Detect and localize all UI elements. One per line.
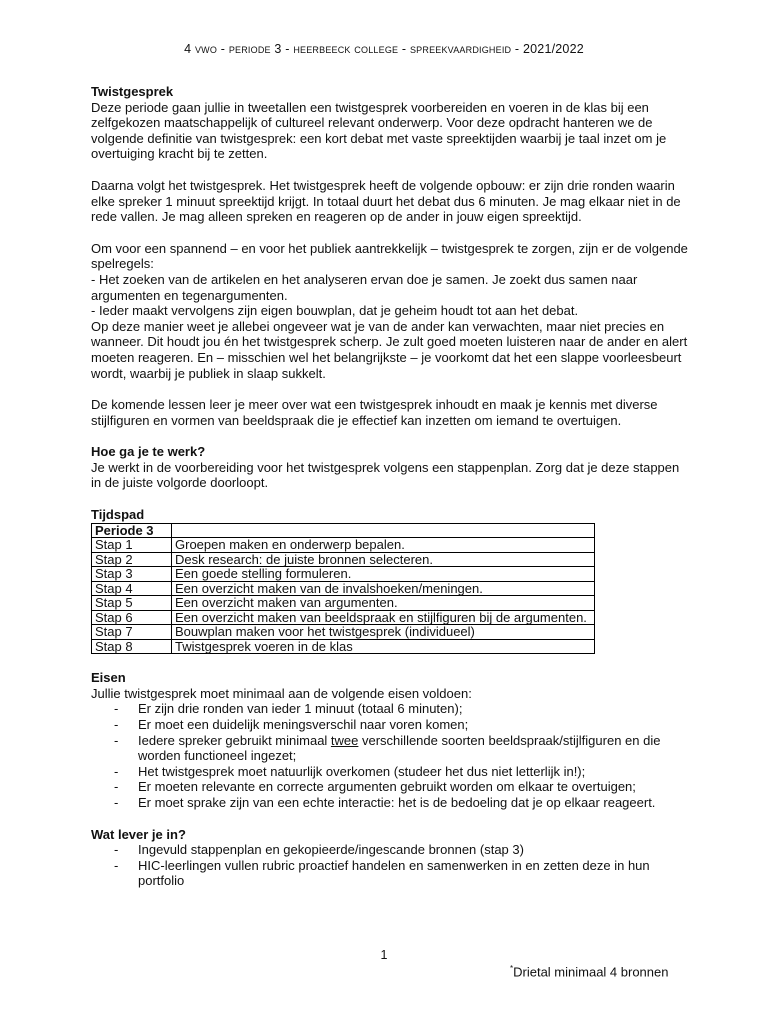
header-sep-4: - xyxy=(514,42,520,56)
rule-2: - Ieder maakt vervolgens zijn eigen bouwplan, dat je geheim houdt tot aan het debat. xyxy=(91,303,579,319)
footnote xyxy=(510,964,668,979)
lever-list xyxy=(91,842,691,889)
list-item: - Ingevuld stappenplan en gekopieerde/ingescande bronnen (stap 3) xyxy=(114,842,524,858)
dash-bullet: - xyxy=(114,716,119,732)
step-label: Stap 1 xyxy=(92,538,172,553)
table-row xyxy=(92,552,595,567)
step-label: Stap 8 xyxy=(92,639,172,654)
step-label: Stap 6 xyxy=(92,610,172,625)
step-label: Stap 3 xyxy=(92,567,172,582)
lever-title: Wat lever je in? xyxy=(91,826,186,842)
table-row xyxy=(92,610,595,625)
table-row xyxy=(92,538,595,553)
dash-bullet: - xyxy=(114,857,119,873)
document-body xyxy=(91,84,691,889)
dash-bullet: - xyxy=(114,794,119,810)
list-item: - HIC-leerlingen vullen rubric proactief handelen en samenwerken in en zetten deze in hun portfolio xyxy=(114,857,650,889)
table-row xyxy=(92,596,595,611)
step-label: Stap 7 xyxy=(92,625,172,640)
footnote-text: Drietal minimaal 4 bronnen xyxy=(513,964,669,980)
dash-bullet: - xyxy=(114,701,119,717)
header-subject: spreekvaardigheid xyxy=(409,42,512,56)
header-level: vwo xyxy=(194,42,218,56)
header-year: 2021/2022 xyxy=(522,42,584,56)
intro-title: Twistgesprek xyxy=(91,84,174,99)
step-description: Desk research: de juiste bronnen selecteren. xyxy=(172,552,595,567)
table-header-empty xyxy=(172,523,595,538)
step-label: Stap 5 xyxy=(92,596,172,611)
list-item: - Er moet sprake zijn van een echte interactie: het is de bedoeling dat je op elkaar reageert. xyxy=(114,794,656,810)
step-description: Een overzicht maken van beeldspraak en stijlfiguren bij de argumenten. xyxy=(172,610,595,625)
eisen-title: Eisen xyxy=(91,670,126,686)
step-description: Groepen maken en onderwerp bepalen. xyxy=(172,538,595,553)
table-header-row xyxy=(92,523,595,538)
table-row xyxy=(92,567,595,582)
dash-bullet: - xyxy=(114,763,119,779)
header-grade: 4 xyxy=(184,42,192,56)
rules-conclusion: Op deze manier weet je allebei ongeveer wat je van de ander kan verwachten, maar niet precies en wanneer. Dit houdt jou én het twistgesprek scherp. Je zult goed moeten luisteren naar de ander en alert moeten reageren. En – misschien wel het belangrijkste – je voorkomt dat het een slappe voorleesbeurt wordt, waarbij je publiek in slaap sukkelt. xyxy=(91,318,688,381)
dash-bullet: - xyxy=(114,842,119,858)
header-period: periode 3 xyxy=(228,42,282,56)
tijdspad-table xyxy=(91,523,595,655)
step-description: Bouwplan maken voor het twistgesprek (individueel) xyxy=(172,625,595,640)
eisen-intro: Jullie twistgesprek moet minimaal aan de volgende eisen voldoen: xyxy=(91,685,472,701)
header-sep-1: - xyxy=(220,42,226,56)
werk-text: Je werkt in de voorbereiding voor het twistgesprek volgens een stappenplan. Zorg dat je deze stappen in de juiste volgorde doorloopt. xyxy=(91,459,680,491)
underlined-word: twee xyxy=(330,732,359,748)
list-item: - Het twistgesprek moet natuurlijk overkomen (studeer het dus niet letterlijk in!); xyxy=(114,763,586,779)
intro-paragraph-2: Daarna volgt het twistgesprek. Het twistgesprek heeft de volgende opbouw: er zijn drie ronden waarin elke spreker 1 minuut spreektijd krijgt. In totaal duurt het debat dus 6 minuten. Je mag elkaar niet in de rede vallen. Je mag alleen spreken en reageren op de ander in jouw eigen spreektijd. xyxy=(91,177,681,225)
step-label: Stap 4 xyxy=(92,581,172,596)
intro-paragraph-4: De komende lessen leer je meer over wat een twistgesprek inhoudt en maak je kennis met diverse stijlfiguren en vormen van beeldspraak die je effectief kan inzetten om iemand te overtuigen. xyxy=(91,397,658,428)
table-header-cell: Periode 3 xyxy=(92,523,172,538)
list-item: - Er zijn drie ronden van ieder 1 minuut (totaal 6 minuten); xyxy=(114,701,463,717)
step-label: Stap 2 xyxy=(92,552,172,567)
list-item: - Er moeten relevante en correcte argumenten gebruikt worden om elkaar te overtuigen; xyxy=(114,779,636,795)
header-school: heerbeeck college xyxy=(293,42,399,56)
tijdspad-title: Tijdspad xyxy=(91,507,145,523)
page-number: 1 xyxy=(380,948,388,962)
list-item: - Iedere spreker gebruikt minimaal twee verschillende soorten beeldspraak/stijlfiguren en die worden functioneel ingezet; xyxy=(114,732,661,764)
dash-bullet: - xyxy=(114,732,119,748)
step-description: Een overzicht maken van de invalshoeken/meningen. xyxy=(172,581,595,596)
rule-1: - Het zoeken van de artikelen en het analyseren ervan doe je samen. Je zoekt dus samen naar argumenten en tegenargumenten. xyxy=(91,271,638,303)
intro-paragraph-1: Deze periode gaan jullie in tweetallen een twistgesprek voorbereiden en voeren in de klas bij een zelfgekozen maatschappelijk of cultureel relevant onderwerp. Voor deze opdracht hanteren we de volgende definitie van twistgesprek: een kort debat met vaste spreektijden waarbij je taal inzet om je overtuiging kracht bij te zetten. xyxy=(91,99,667,162)
step-description: Twistgesprek voeren in de klas xyxy=(172,639,595,654)
header-sep-2: - xyxy=(285,42,290,56)
dash-bullet: - xyxy=(114,779,119,795)
page-header xyxy=(0,42,768,56)
table-row xyxy=(92,639,595,654)
table-row xyxy=(92,625,595,640)
rules-intro: Om voor een spannend – en voor het publiek aantrekkelijk – twistgesprek te zorgen, zijn er de volgende spelregels: xyxy=(91,240,688,272)
eisen-list xyxy=(91,701,691,810)
table-row xyxy=(92,581,595,596)
step-description: Een overzicht maken van argumenten. xyxy=(172,596,595,611)
werk-title: Hoe ga je te werk? xyxy=(91,444,206,460)
header-sep-3: - xyxy=(401,42,407,56)
footnote-mark: * xyxy=(510,964,514,973)
list-item: - Er moet een duidelijk meningsverschil naar voren komen; xyxy=(114,716,469,732)
step-description: Een goede stelling formuleren. xyxy=(172,567,595,582)
